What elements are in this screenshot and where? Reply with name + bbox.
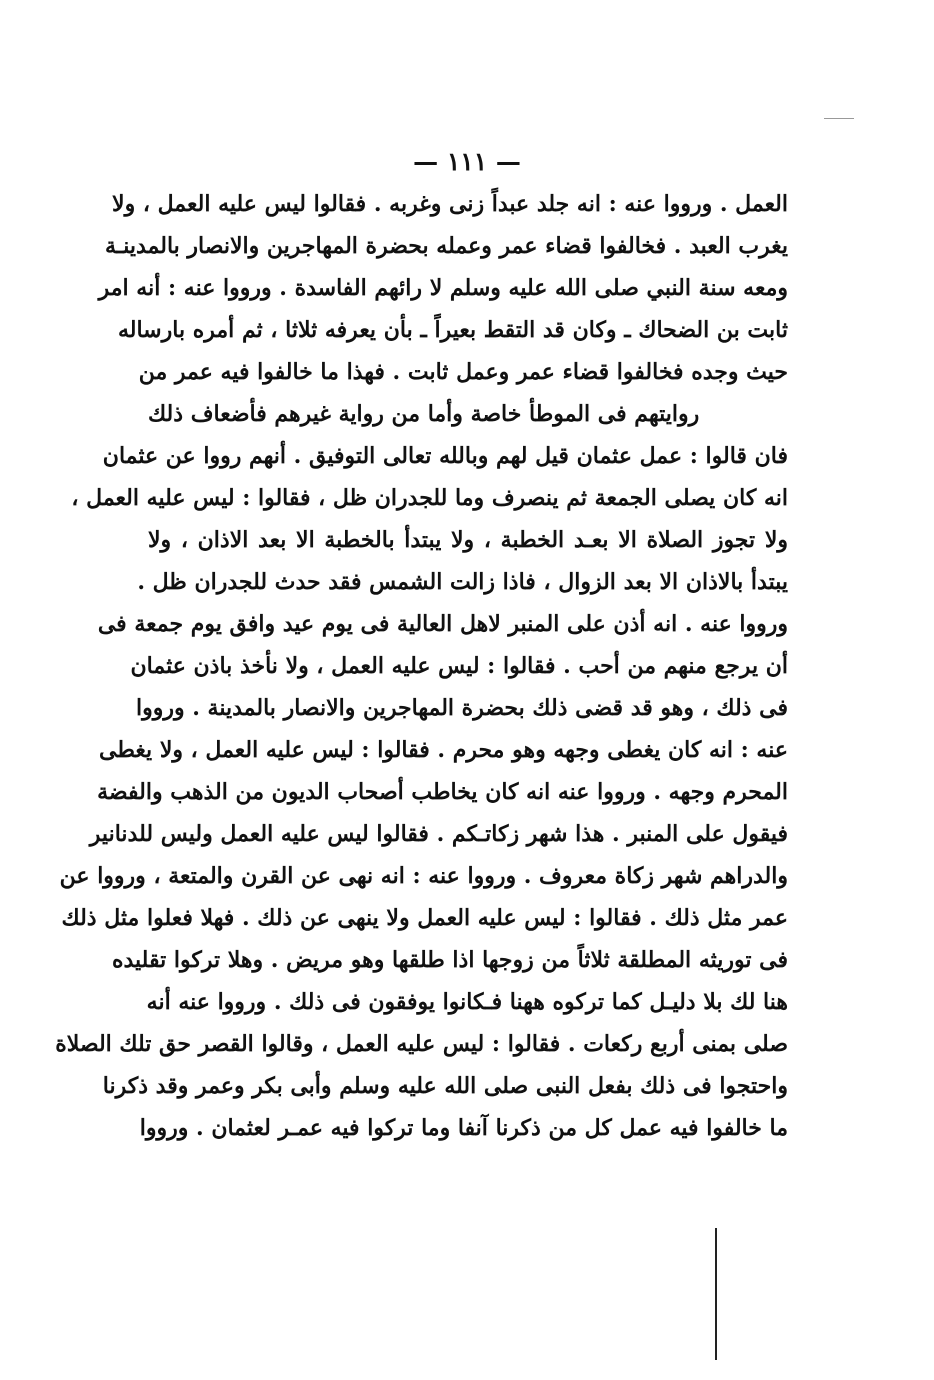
text-line: ولا تجوز الصلاة الا بعـد الخطبة ، ولا يبتدأ بالخطبة الا بعد الاذان ، ولا — [148, 527, 788, 553]
text-line: ورووا عنه . انه أذن على المنبر لاهل العالية فى يوم عيد وافق يوم جمعة فى — [97, 611, 788, 637]
text-line: ثابت بن الضحاك ـ وكان قد التقط بعيراً ـ بأن يعرفه ثلاثا ، ثم أمره بارساله — [117, 317, 788, 343]
text-line: فان قالوا : عمل عثمان قيل لهم وبالله تعالى التوفيق . أنهم رووا عن عثمان — [102, 443, 788, 469]
text-line: ومعه سنة النبي صلى الله عليه وسلم لا رائهم الفاسدة . ورووا عنه : أنه امر — [98, 275, 788, 301]
text-line: عنه : انه كان يغطى وجهه وهو محرم . فقالوا : ليس عليه العمل ، ولا يغطى — [99, 737, 788, 763]
text-line: أن يرجع منهم من أحب . فقالوا : ليس عليه العمل ، ولا نأخذ باذن عثمان — [130, 653, 788, 679]
text-line: حيث وجده فخالفوا قضاء عمر وعمل ثابت . فهذا ما خالفوا فيه عمر من — [138, 359, 788, 385]
text-line: واحتجوا فى ذلك بفعل النبى صلى الله عليه وسلم وأبى بكر وعمر وقد ذكرنا — [102, 1073, 788, 1099]
text-line: يغرب العبد . فخالفوا قضاء عمر وعمله بحضرة المهاجرين والانصار بالمدينـة — [104, 233, 788, 259]
body-text — [55, 183, 788, 1149]
text-line: فى توريثه المطلقة ثلاثاً من زوجها اذا طلقها وهو مريض . وهلا تركوا تقليده — [111, 947, 788, 973]
page-number-header: — ١١١ — — [413, 147, 521, 176]
vertical-rule — [715, 1228, 717, 1360]
text-line: انه كان يصلى الجمعة ثم ينصرف وما للجدران ظل ، فقالوا : ليس عليه العمل ، — [71, 485, 788, 511]
text-line: المحرم وجهه . ورووا عنه انه كان يخاطب أصحاب الديون من الذهب والفضة — [97, 779, 788, 805]
text-line: عمر مثل ذلك . فقالوا : ليس عليه العمل ولا ينهى عن ذلك . فهلا فعلوا مثل ذلك — [61, 905, 788, 931]
edge-mark — [824, 118, 854, 119]
text-line: يبتدأ بالاذان الا بعد الزوال ، فاذا زالت الشمس فقد حدث للجدران ظل . — [137, 569, 788, 595]
text-line: هنا لك بلا دليـل كما تركوه ههنا فـكانوا يوفقون فى ذلك . ورووا عنه أنه — [146, 989, 788, 1015]
text-line: روايتهم فى الموطأ خاصة وأما من رواية غيرهم فأضعاف ذلك — [148, 401, 700, 427]
text-line: العمل . ورووا عنه : انه جلد عبداً زنى وغربه . فقالوا ليس عليه العمل ، ولا — [112, 191, 788, 217]
text-line: فى ذلك ، وهو قد قضى ذلك بحضرة المهاجرين والانصار بالمدينة . ورووا — [135, 695, 788, 721]
text-line: والدراهم شهر زكاة معروف . ورووا عنه : انه نهى عن القرن والمتعة ، ورووا عن — [59, 863, 788, 889]
text-line: ما خالفوا فيه عمل كل من ذكرنا آنفا وما تركوا فيه عمـر لعثمان . ورووا — [139, 1115, 788, 1141]
text-line: فيقول على المنبر . هذا شهر زكاتـكم . فقالوا ليس عليه العمل وليس للدنانير — [89, 821, 788, 847]
text-line: صلى بمنى أربع ركعات . فقالوا : ليس عليه العمل ، وقالوا القصر حق تلك الصلاة — [55, 1031, 788, 1057]
